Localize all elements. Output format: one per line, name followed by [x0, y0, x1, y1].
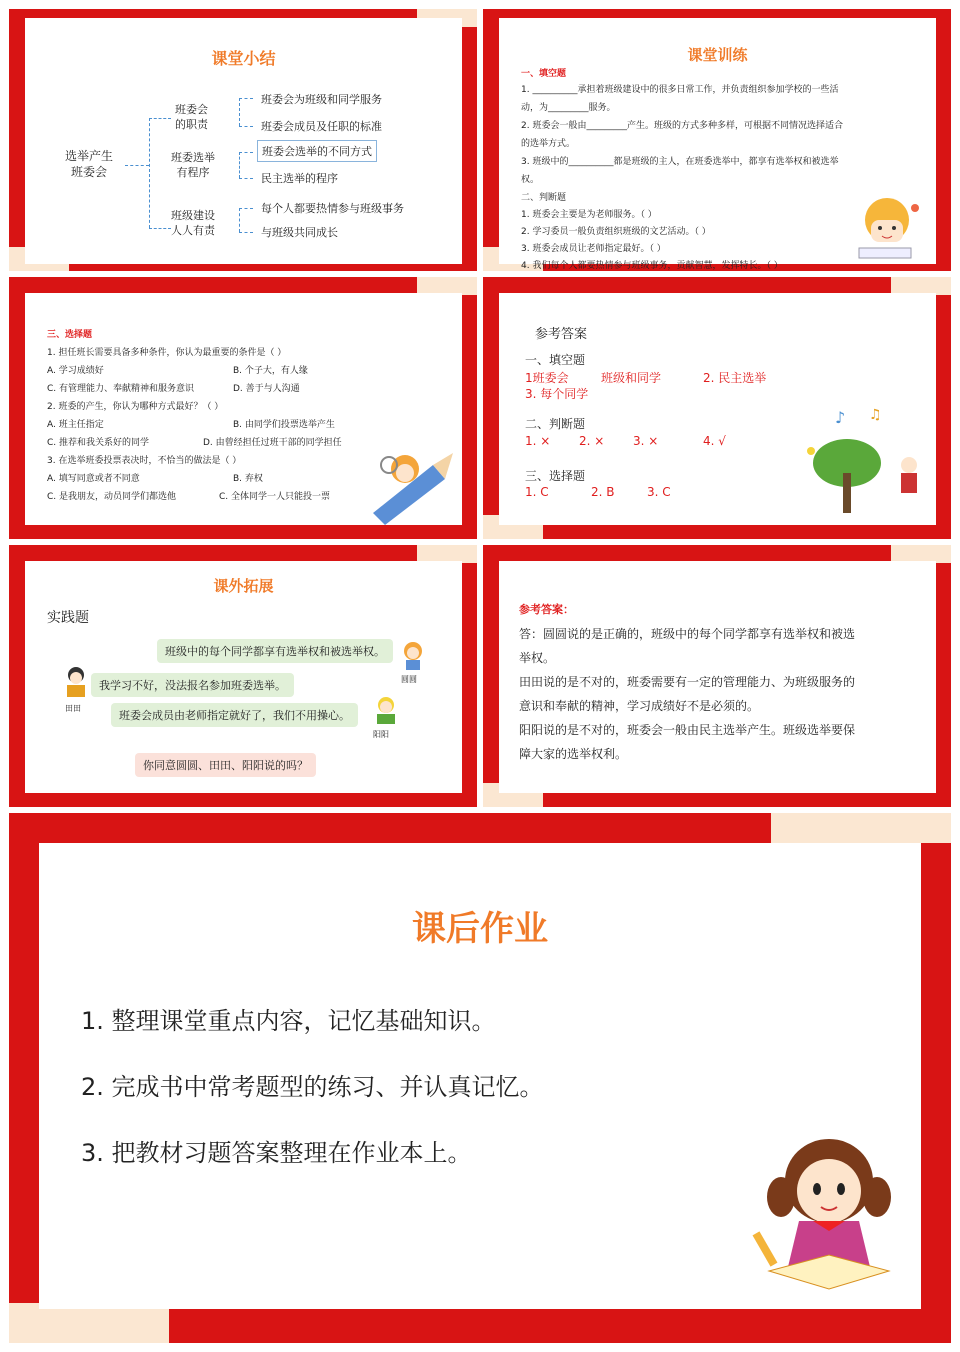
answer-item: 1班委会 — [525, 371, 569, 385]
speech-bubble: 班委会成员由老师指定就好了，我们不用操心。 — [111, 703, 358, 727]
slide-title: 课外拓展 — [213, 577, 274, 595]
mindmap-connector — [125, 165, 149, 166]
slide-training — [483, 9, 951, 271]
girl-writing-illustration — [739, 1121, 899, 1301]
svg-text:♪: ♪ — [835, 408, 846, 427]
answer-item: 3. × — [633, 434, 659, 448]
yuanyuan-avatar — [397, 639, 429, 671]
mindmap-connector — [239, 152, 253, 153]
answer-item: 2. × — [579, 434, 605, 448]
slide-title: 课堂训练 — [687, 46, 748, 64]
mindmap-branch: 班委选举 有程序 — [171, 151, 215, 179]
homework-item: 2. 完成书中常考题型的练习、并认真记忆。 — [81, 1073, 544, 1101]
question-line: 的选举方式。 — [521, 139, 576, 149]
mindmap-connector — [239, 208, 253, 209]
mindmap-connector — [149, 118, 171, 119]
answer-line: 举权。 — [519, 651, 556, 665]
mindmap-connector — [239, 152, 252, 178]
slide-title: 参考答案： — [519, 603, 574, 616]
section-heading: 三、选择题 — [525, 469, 586, 483]
mindmap-branch: 班委会 的职责 — [175, 103, 208, 131]
slide-content — [499, 293, 936, 525]
option-line: C. 推荐和我关系好的同学 — [47, 438, 150, 448]
answer-item: 3. 每个同学 — [525, 387, 589, 401]
yangyang-avatar — [371, 695, 401, 725]
slide-subtitle: 实践题 — [47, 610, 89, 626]
answer-item: 3. C — [647, 485, 671, 499]
answer-item: 2. 民主选举 — [703, 371, 767, 385]
slide-title: 参考答案 — [535, 327, 588, 342]
character-name: 田田 — [65, 704, 81, 713]
slide-content — [499, 561, 936, 793]
mindmap-branch: 班级建设 人人有责 — [171, 209, 215, 237]
mindmap-leaf: 班委会选举的不同方式 — [257, 140, 377, 162]
mindmap-leaf: 与班级共同成长 — [261, 226, 338, 239]
section-heading: 二、判断题 — [521, 193, 567, 203]
slide-content — [25, 561, 462, 793]
option-line: B. 弃权 — [233, 474, 263, 484]
mindmap-leaf: 班委会为班级和同学服务 — [261, 93, 382, 106]
question-line: 3. 班级中的__________都是班级的主人，在班委选举中，都享有选举权和被选举 — [521, 157, 839, 167]
slide-content — [25, 18, 462, 264]
option-line: D. 善于与人沟通 — [233, 384, 300, 394]
option-line: C. 全体同学一人只能投一票 — [219, 492, 331, 502]
slide-title: 课堂小结 — [211, 49, 276, 68]
question-line: 3. 在选举班委投票表决时，不恰当的做法是（ ） — [47, 456, 242, 466]
question-line: 2. 学习委员一般负责组织班级的文艺活动。（ ） — [521, 227, 711, 237]
answer-item: 1. × — [525, 434, 551, 448]
answer-item: 4. √ — [703, 434, 726, 448]
option-line: B. 由同学们投票选举产生 — [233, 420, 335, 430]
character-name: 圆圆 — [401, 675, 417, 684]
mindmap-connector — [239, 98, 252, 126]
mindmap-leaf: 民主选举的程序 — [261, 172, 338, 185]
mindmap-connector — [149, 118, 170, 228]
slide-summary — [9, 9, 477, 271]
mindmap-leaf: 每个人都要热情参与班级事务 — [261, 202, 404, 215]
mindmap-root: 选举产生 班委会 — [65, 149, 114, 179]
option-line: A. 班主任指定 — [47, 420, 104, 430]
slide-extension-answer — [483, 545, 951, 807]
mindmap-connector — [239, 126, 253, 127]
girl-with-pencil-illustration — [363, 443, 458, 525]
option-line: D. 由曾经担任过班干部的同学担任 — [203, 438, 342, 448]
slide-extension — [9, 545, 477, 807]
question-line: 1. 班委会主要是为老师服务。（ ） — [521, 210, 657, 220]
slide-content — [39, 843, 921, 1309]
question-line: 1. __________承担着班级建设中的很多日常工作，并负责组织参加学校的一些活 — [521, 85, 839, 95]
section-heading: 一、填空题 — [521, 69, 567, 79]
answer-line: 意识和奉献的精神，学习成绩好不是必须的。 — [519, 699, 760, 713]
question-line: 4. 我们每个人都要热情参与班级事务，贡献智慧，发挥特长。（ ） — [521, 261, 783, 271]
section-heading: 二、判断题 — [525, 417, 586, 431]
mindmap-connector — [239, 232, 253, 233]
option-line: C. 是我朋友，动员同学们都选他 — [47, 492, 177, 502]
character-name: 阳阳 — [373, 730, 389, 739]
corner-decoration — [9, 1303, 169, 1343]
answer-item: 班级和同学 — [601, 371, 662, 385]
mindmap-connector — [239, 208, 252, 232]
slide-choice — [9, 277, 477, 539]
mindmap-connector — [239, 178, 253, 179]
question-line: 权。 — [521, 175, 540, 185]
answer-line: 田田说的是不对的，班委需要有一定的管理能力、为班级服务的 — [519, 675, 856, 689]
answer-line: 答：圆圆说的是正确的，班级中的每个同学都享有选举权和被选 — [519, 627, 856, 641]
answer-line: 障大家的选举权利。 — [519, 747, 628, 761]
answer-item: 2. B — [591, 485, 615, 499]
option-line: B. 个子大，有人缘 — [233, 366, 308, 376]
question-line: 3. 班委会成员让老师指定最好。（ ） — [521, 244, 666, 254]
tiantian-avatar — [61, 665, 91, 699]
question-bubble: 你同意圆圆、田田、阳阳说的吗？ — [135, 753, 316, 777]
girl-reading-illustration — [849, 186, 929, 266]
answer-item: 1. C — [525, 485, 549, 499]
homework-item: 3. 把教材习题答案整理在作业本上。 — [81, 1139, 472, 1167]
slide-answers — [483, 277, 951, 539]
option-line: A. 填写同意或者不同意 — [47, 474, 140, 484]
mindmap-connector — [149, 228, 171, 229]
option-line: A. 学习成绩好 — [47, 366, 104, 376]
section-heading: 一、填空题 — [525, 353, 586, 367]
question-line: 动，为_________服务。 — [521, 103, 616, 113]
svg-text:♫: ♫ — [869, 407, 882, 423]
question-line: 2. 班委会一般由_________产生。班级的方式多种多样，可根据不同情况选择适合 — [521, 121, 843, 131]
slide-content — [25, 293, 462, 525]
question-line: 1. 担任班长需要具备多种条件，你认为最重要的条件是（ ） — [47, 348, 287, 358]
section-heading: 三、选择题 — [47, 330, 93, 340]
speech-bubble: 班级中的每个同学都享有选举权和被选举权。 — [157, 639, 393, 663]
tree-and-child-illustration — [799, 403, 929, 521]
mindmap-connector — [239, 98, 253, 99]
slide-title: 课后作业 — [412, 909, 548, 949]
slide-homework — [9, 813, 951, 1343]
slide-content — [499, 18, 936, 271]
corner-decoration — [771, 813, 951, 843]
speech-bubble: 我学习不好，没法报名参加班委选举。 — [91, 673, 294, 697]
mindmap-leaf: 班委会成员及任职的标准 — [261, 120, 382, 133]
question-line: 2. 班委的产生，你认为哪种方式最好？（ ） — [47, 402, 224, 412]
option-line: C. 有管理能力、奉献精神和服务意识 — [47, 384, 195, 394]
answer-line: 阳阳说的是不对的，班委会一般由民主选举产生。班级选举要保 — [519, 723, 856, 737]
homework-item: 1. 整理课堂重点内容，记忆基础知识。 — [81, 1007, 496, 1035]
